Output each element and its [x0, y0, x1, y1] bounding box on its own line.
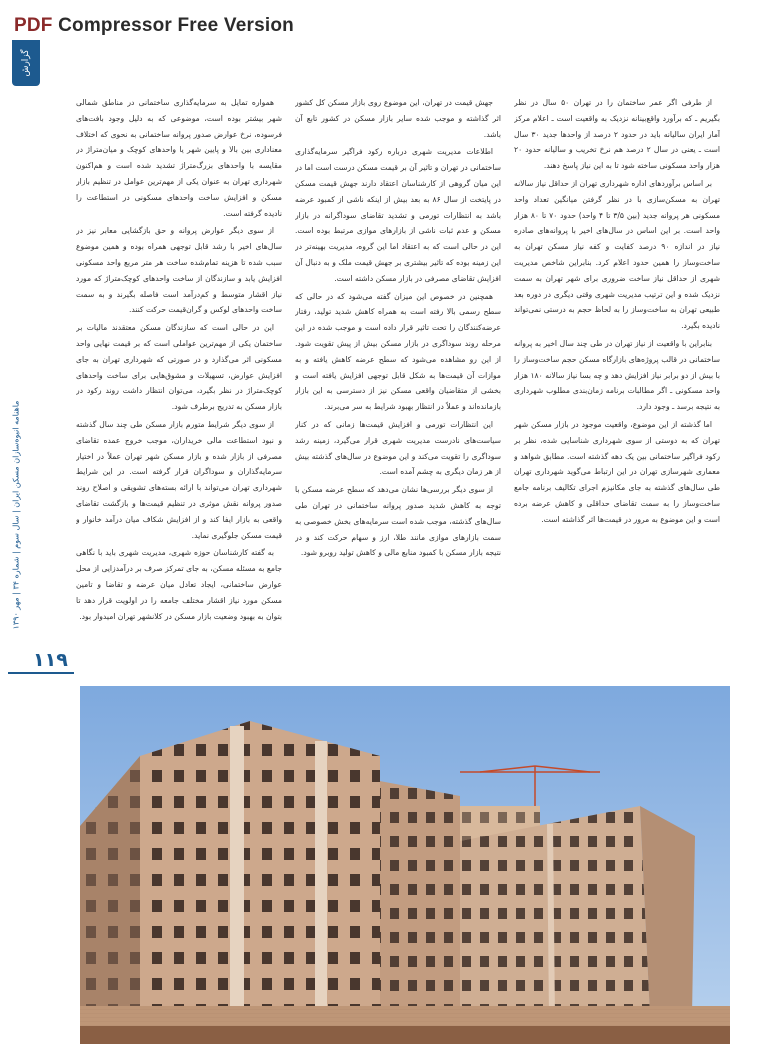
paragraph: اطلاعات مدیریت شهری درباره رکود فراگیر سرمایه‌گذاری ساختمانی در تهران و تاثیر آن بر قیمت مسکن درست است اما در این میان گروهی از کارشناسان اعتقاد دارند جهش قیمت مسکن در پایتخت از سال ۸۶ به بعد بیش از اینکه ناشی از کمبود عرضه باشد به انتظارات تورمی و تشدید تقاضای سوداگرانه در بازار مسکن و عدم ثبات ناشی از بازارهای موازی مرتبط بوده است. این در حالی است که به اعتقاد اما این گروه، مدیریت بهینه‌تر در این زمینه بوده که تاثیر بیشتری بر جهش قیمت ملک و به دنبال آن افزایش تقاضای مصرفی در بازار مسکن داشته است. — [295, 147, 501, 283]
paragraph: از سوی دیگر شرایط متورم بازار مسکن طی چند سال گذشته و نبود استطاعت مالی خریداران، موجب خروج عمده تقاضای مصرفی از بازار شده و بازار مسکن شهر تهران عملاً در اختیار سرمایه‌گذاران و سوداگران قرار گرفته است. در این شرایط شهرداری تهران می‌تواند با ارائه بسته‌های تشویقی و اصلاح روند صدور پروانه نقش موثری در تنظیم قیمت‌ها و بازگشت تقاضای واقعی به بازار ایفا کند و از افزایش شکاف میان درآمد خانوار و قیمت مسکن جلوگیری نماید. — [76, 419, 282, 540]
paragraph: جهش قیمت در تهران، این موضوع روی بازار مسکن کل کشور اثر گذاشته و موجب شده سایر بازار مسکن در کشور تابع آن باشد. — [295, 98, 501, 139]
text-column-middle — [295, 95, 501, 675]
text-column-right — [514, 95, 720, 675]
paragraph: از سوی دیگر عوارض پروانه و حق بازگشایی معابر نیز در سال‌های اخیر با رشد قابل توجهی همراه بوده و همین موضوع سبب شده تا هزینه تمام‌شده ساخت هر متر مربع واحد مسکونی افزایش یابد و سازندگان از ساخت واحدهای کوچک‌متراژ که مورد نیاز اقشار متوسط و کم‌درآمد است فاصله بگیرند و به سمت ساخت واحدهای لوکس و گران‌قیمت حرکت کنند. — [76, 226, 282, 315]
paragraph: از طرفی اگر عمر ساختمان را در تهران ۵۰ سال در نظر بگیریم ـ که برآورد واقع‌بینانه نزدیک به واقعیت است ـ اعلام مرکز آمار ایران سالیانه باید در حدود ۲ درصد از واحدها جدید ۳۰ سال است ـ یعنی در سال ۲ درصد هم نرخ تخریب و سالیانه حدود ۲۰ هزار واحد مسکونی ساخته شود تا به این نیاز پاسخ دهند. — [514, 98, 720, 171]
watermark — [14, 15, 294, 37]
text-column-left — [76, 95, 282, 675]
paragraph: به گفته کارشناسان حوزه شهری، مدیریت شهری باید با نگاهی جامع به مسئله مسکن، به جای تمرکز صرف بر درآمدزایی از محل عوارض ساختمانی، ایجاد تعادل میان عرضه و تقاضا و تامین مسکن مورد نیاز اقشار مختلف جامعه را در اولویت قرار دهد تا بتوان به بهبود وضعیت بازار مسکن در کلانشهر تهران امیدوار بود. — [76, 548, 282, 621]
building-photo-illustration — [80, 686, 730, 1044]
watermark-pdf: PDF — [14, 15, 53, 36]
right-building — [460, 806, 695, 1021]
paragraph: همچنین در خصوص این میزان گفته می‌شود که در حالی که سطح رسمی بالا رفته است به همراه کاهش شدید تولید، رفتار عرضه‌کنندگان را تحت تاثیر قرار داده است و موجب شده در این مرحله روند سوداگری در بازار مسکن بیش از پیش تقویت شود. از این رو مشاهده می‌شود که سطح عرضه کاهش یافته و به موازات آن قیمت‌ها به شکل قابل توجهی افزایش یافته است و بخشی از متقاضیان واقعی مسکن نیز از دسترسی به این بازار بازمانده‌اند و عملاً در انتظار بهبود شرایط به سر می‌برند. — [295, 291, 501, 412]
middle-building — [380, 781, 460, 1021]
section-tab — [12, 40, 40, 86]
paragraph: از سوی دیگر بررسی‌ها نشان می‌دهد که سطح عرضه مسکن با توجه به کاهش شدید صدور پروانه ساختمانی در تهران طی سال‌های گذشته، موجب شده است سرمایه‌های بخش خصوصی به سمت بازارهای موازی مانند طلا، ارز و سهام حرکت کند و در نتیجه بازار مسکن با کمبود منابع مالی و کاهش تولید روبرو شود. — [295, 485, 501, 558]
paragraph: همواره تمایل به سرمایه‌گذاری ساختمانی در مناطق شمالی شهر بیشتر بوده است، موضوعی که به دلیل وجود بافت‌های فرسوده، نرخ عوارض صدور پروانه ساختمانی به نحوی که اختلاف معناداری بین بالا و پایین شهر یا واحدهای کوچک و میان‌متراژ در مقایسه با واحدهای بزرگ‌متراژ تشدید شده است و هم‌اکنون شهرداری تهران به عنوان یکی از مهم‌ترین عوامل در تنظیم بازار مسکن و افزایش ساخت واحدهای مسکونی در استطاعت را نادیده گرفته است. — [76, 98, 282, 218]
paragraph: بنابراین با واقعیت از نیاز تهران در طی چند سال اخیر به پروانه ساختمانی در قالب پروژه‌های بازارگاه مسکن حجم ساخت‌وساز را با بیش از دو برابر نیاز افزایش دهد و چه بسا نیاز سالانه ۱۸۰ هزار واحد مسکونی ـ اگر مطالبات برنامه زمان‌بندی مطلوب شهرداری به نتیجه برسد ـ وجود دارد. — [514, 338, 720, 412]
building-photo — [80, 686, 730, 1044]
sidebar-issue-text: ماهنامه انبوه‌سازان مسکن ایران | سال سوم | شماره ۳۴ | مهر ۱۳۹۰ — [11, 400, 21, 630]
paragraph: بر اساس برآوردهای اداره شهرداری تهران از حداقل نیاز سالانه تهران به مسکن‌سازی با در نظر گرفتن میانگین تعداد واحد مسکونی هر پروانه جدید (بین ۳/۵ تا ۴ واحد) حدود ۷۰ تا ۸۰ هزار واحد است. بر این اساس در سال‌های اخیر با پروانه‌های صادره نیاز در اندازه ۹۰ درصد کفایت و کفه نیاز مسکن تهران به ساخت‌وساز را همین حدود اعلام کرد. بنابراین شاخص مدیریت شهری از حداقل نیاز ساخت ضروری برای شهر تهران به سمت نزدیک شده و این ترتیب مدیریت شهری وقتی دیگری در دوره بعد طبیعی تهران به ساخت‌وساز را به لحاظ حجم به درستی نمی‌تواند نادیده بگیرد. — [514, 178, 720, 331]
watermark-rest: Compressor Free Version — [52, 15, 294, 36]
page-number: ۱۱۹ — [33, 649, 68, 671]
section-tab-label: گزارش — [21, 49, 31, 77]
paragraph: اما گذشته از این موضوع، واقعیت موجود در بازار مسکن شهر تهران که به دوستی از سوی شهرداری شناسایی شده، نظر بر رکود فراگیر ساختمانی بین یک دهه گذشته است. مطابق شواهد و معماری شهرسازی تهران در این ارتباط می‌گوید شهرداری تهران طی سال‌های گذشته به جای مکانیزم اجرای تکالیف برنامه جامع ساخت‌وساز را به سمت تقاضای حداقلی و کاهش عرضه برده است و این موضوع به مرور در قیمت‌ها اثر گذاشته است. — [514, 419, 720, 524]
paragraph: این در حالی است که سازندگان مسکن معتقدند مالیات بر ساختمان یکی از مهم‌ترین عواملی است که بر قیمت نهایی واحد مسکونی اثر می‌گذارد و در صورتی که شهرداری تهران به جای افزایش عوارض، تسهیلات و مشوق‌هایی برای ساخت واحدهای کوچک‌متراژ در نظر بگیرد، می‌توان انتظار داشت روند رکود در بازار مسکن به تدریج برطرف شود. — [76, 323, 282, 412]
paragraph: این انتظارات تورمی و افزایش قیمت‌ها زمانی که در کنار سیاست‌های نادرست مدیریت شهری قرار می‌گیرد، زمینه رشد سوداگری را تقویت می‌کند و این موضوع در سال‌های گذشته بیش از هر زمان دیگری به چشم آمده است. — [295, 419, 501, 477]
sidebar-issue-info — [8, 380, 24, 650]
page-number-rule — [8, 672, 74, 674]
